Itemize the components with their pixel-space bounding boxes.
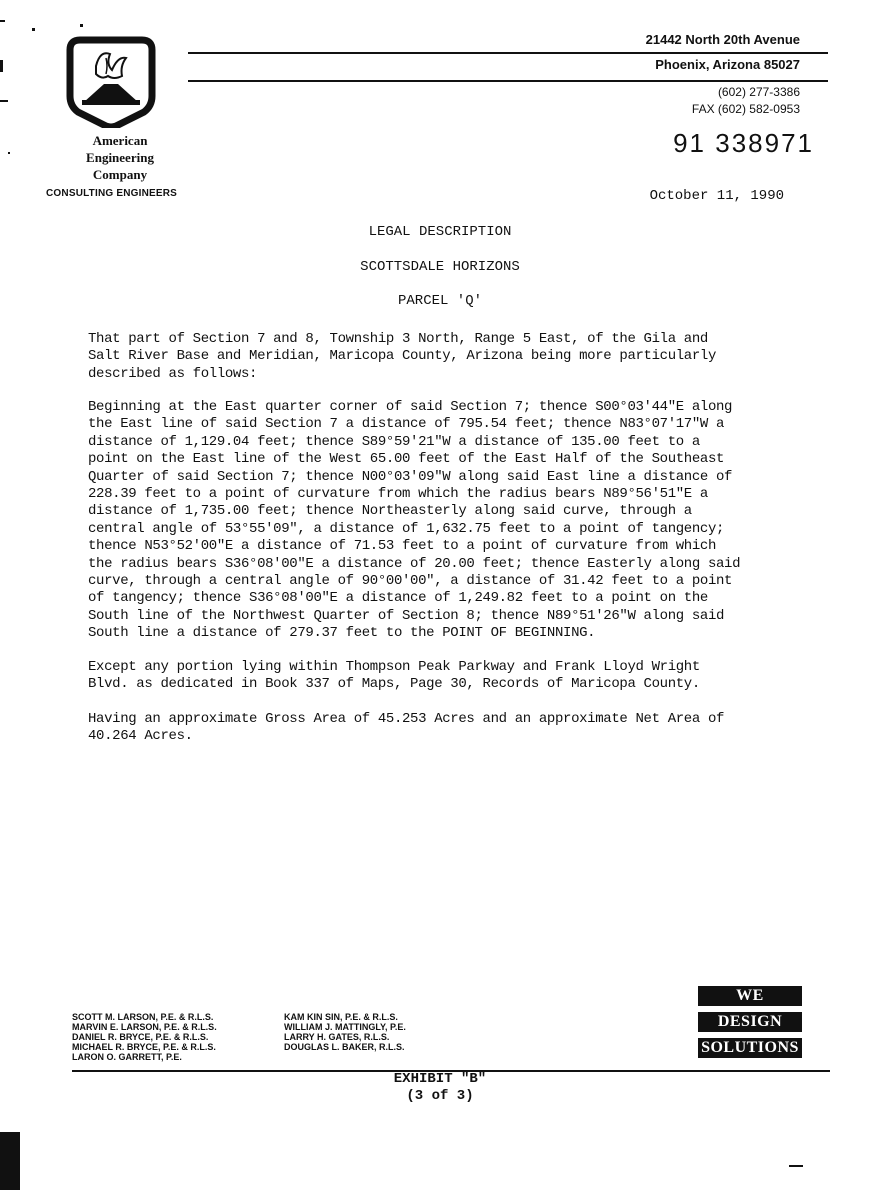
staff-name: MARVIN E. LARSON, P.E. & R.L.S. (72, 1022, 217, 1032)
page-count: (3 of 3) (406, 1088, 474, 1104)
staff-name: DOUGLAS L. BAKER, R.L.S. (284, 1042, 405, 1052)
staff-name: LARON O. GARRETT, P.E. (72, 1052, 182, 1062)
area-paragraph: Having an approximate Gross Area of 45.253 Acres and an approximate Net Area of 40.264 Acres. (88, 711, 725, 745)
project-name: SCOTTSDALE HORIZONS (360, 259, 520, 275)
staff-name: WILLIAM J. MATTINGLY, P.E. (284, 1022, 406, 1032)
address-city: Phoenix, Arizona 85027 (655, 57, 800, 72)
scan-speck (80, 24, 83, 27)
exception-paragraph: Except any portion lying within Thompson Peak Parkway and Frank Lloyd Wright Blvd. as dedicated in Book 337 of Maps, Page 30, Records of Maricopa County. (88, 659, 700, 693)
document-number: 91 338971 (673, 128, 814, 158)
company-tagline: CONSULTING ENGINEERS (46, 188, 178, 199)
scan-speck (8, 152, 10, 154)
company-name (40, 132, 200, 183)
we-design-solutions-stamp (698, 986, 802, 1064)
staff-name: KAM KIN SIN, P.E. & R.L.S. (284, 1012, 398, 1022)
letterhead-rule-top (188, 52, 828, 54)
staff-name: DANIEL R. BRYCE, P.E. & R.L.S. (72, 1032, 209, 1042)
scan-speck (0, 20, 5, 22)
company-name-line-1: American (92, 133, 148, 148)
company-name-line-2: Engineering (86, 150, 154, 165)
exhibit-label: EXHIBIT "B" (393, 1071, 487, 1087)
document-date: October 11, 1990 (649, 188, 784, 204)
staff-name: SCOTT M. LARSON, P.E. & R.L.S. (72, 1012, 214, 1022)
scan-speck (32, 28, 35, 31)
staff-list-left (72, 1012, 217, 1062)
company-name-line-3: Company (92, 167, 148, 182)
document-title: LEGAL DESCRIPTION (368, 224, 512, 240)
metes-and-bounds-paragraph: Beginning at the East quarter corner of said Section 7; thence S00°03'44"E along the East line of said Section 7 a distance of 795.54 feet; thence N83°07'17"W a distance of 1,129.04 feet; thence S89°59'21"W a distance of 135.00 feet to a point on the East line of the West 65.00 feet of the East Half of the Southeast Quarter of said Section 7; thence N00°03'09"W along said East line a distance of 228.39 feet to a point of curvature from which the radius bears N89°56'51"E a distance of 1,735.00 feet; thence Northeasterly along said curve, through a central angle of 53°55'09", a distance of 1,632.75 feet to a point of tangency; thence N53°52'00"E a distance of 71.53 feet to a point of curvature from which the radius bears S36°08'00"E a distance of 20.00 feet; thence Easterly along said curve, through a central angle of 90°00'00", a distance of 31.42 feet to a point of tangency; thence S36°08'00"E a distance of 1,249.82 feet to a point on the South line of the Northwest Quarter of Section 8; thence N89°51'26"W along said South line a distance of 279.37 feet to the POINT OF BEGINNING. (88, 399, 741, 642)
address-street: 21442 North 20th Avenue (645, 32, 800, 47)
scan-speck (789, 1165, 803, 1167)
stamp-word: DESIGN (698, 1012, 802, 1032)
letterhead-rule-bottom (188, 80, 828, 82)
intro-paragraph: That part of Section 7 and 8, Township 3 North, Range 5 East, of the Gila and Salt River Base and Meridian, Maricopa County, Arizona being more particularly described as follows: (88, 331, 717, 382)
stamp-word: SOLUTIONS (698, 1038, 802, 1058)
scan-edge-mark (0, 1132, 20, 1190)
parcel-name: PARCEL 'Q' (397, 293, 482, 309)
staff-name: MICHAEL R. BRYCE, P.E. & R.L.S. (72, 1042, 216, 1052)
staff-name: LARRY H. GATES, R.L.S. (284, 1032, 390, 1042)
company-logo-icon (66, 36, 156, 128)
scan-speck (0, 60, 3, 72)
staff-list-right (284, 1012, 406, 1052)
fax-number: FAX (602) 582-0953 (691, 102, 800, 116)
phone-number: (602) 277-3386 (717, 85, 800, 99)
stamp-word: WE (698, 986, 802, 1006)
scan-speck (0, 100, 8, 102)
